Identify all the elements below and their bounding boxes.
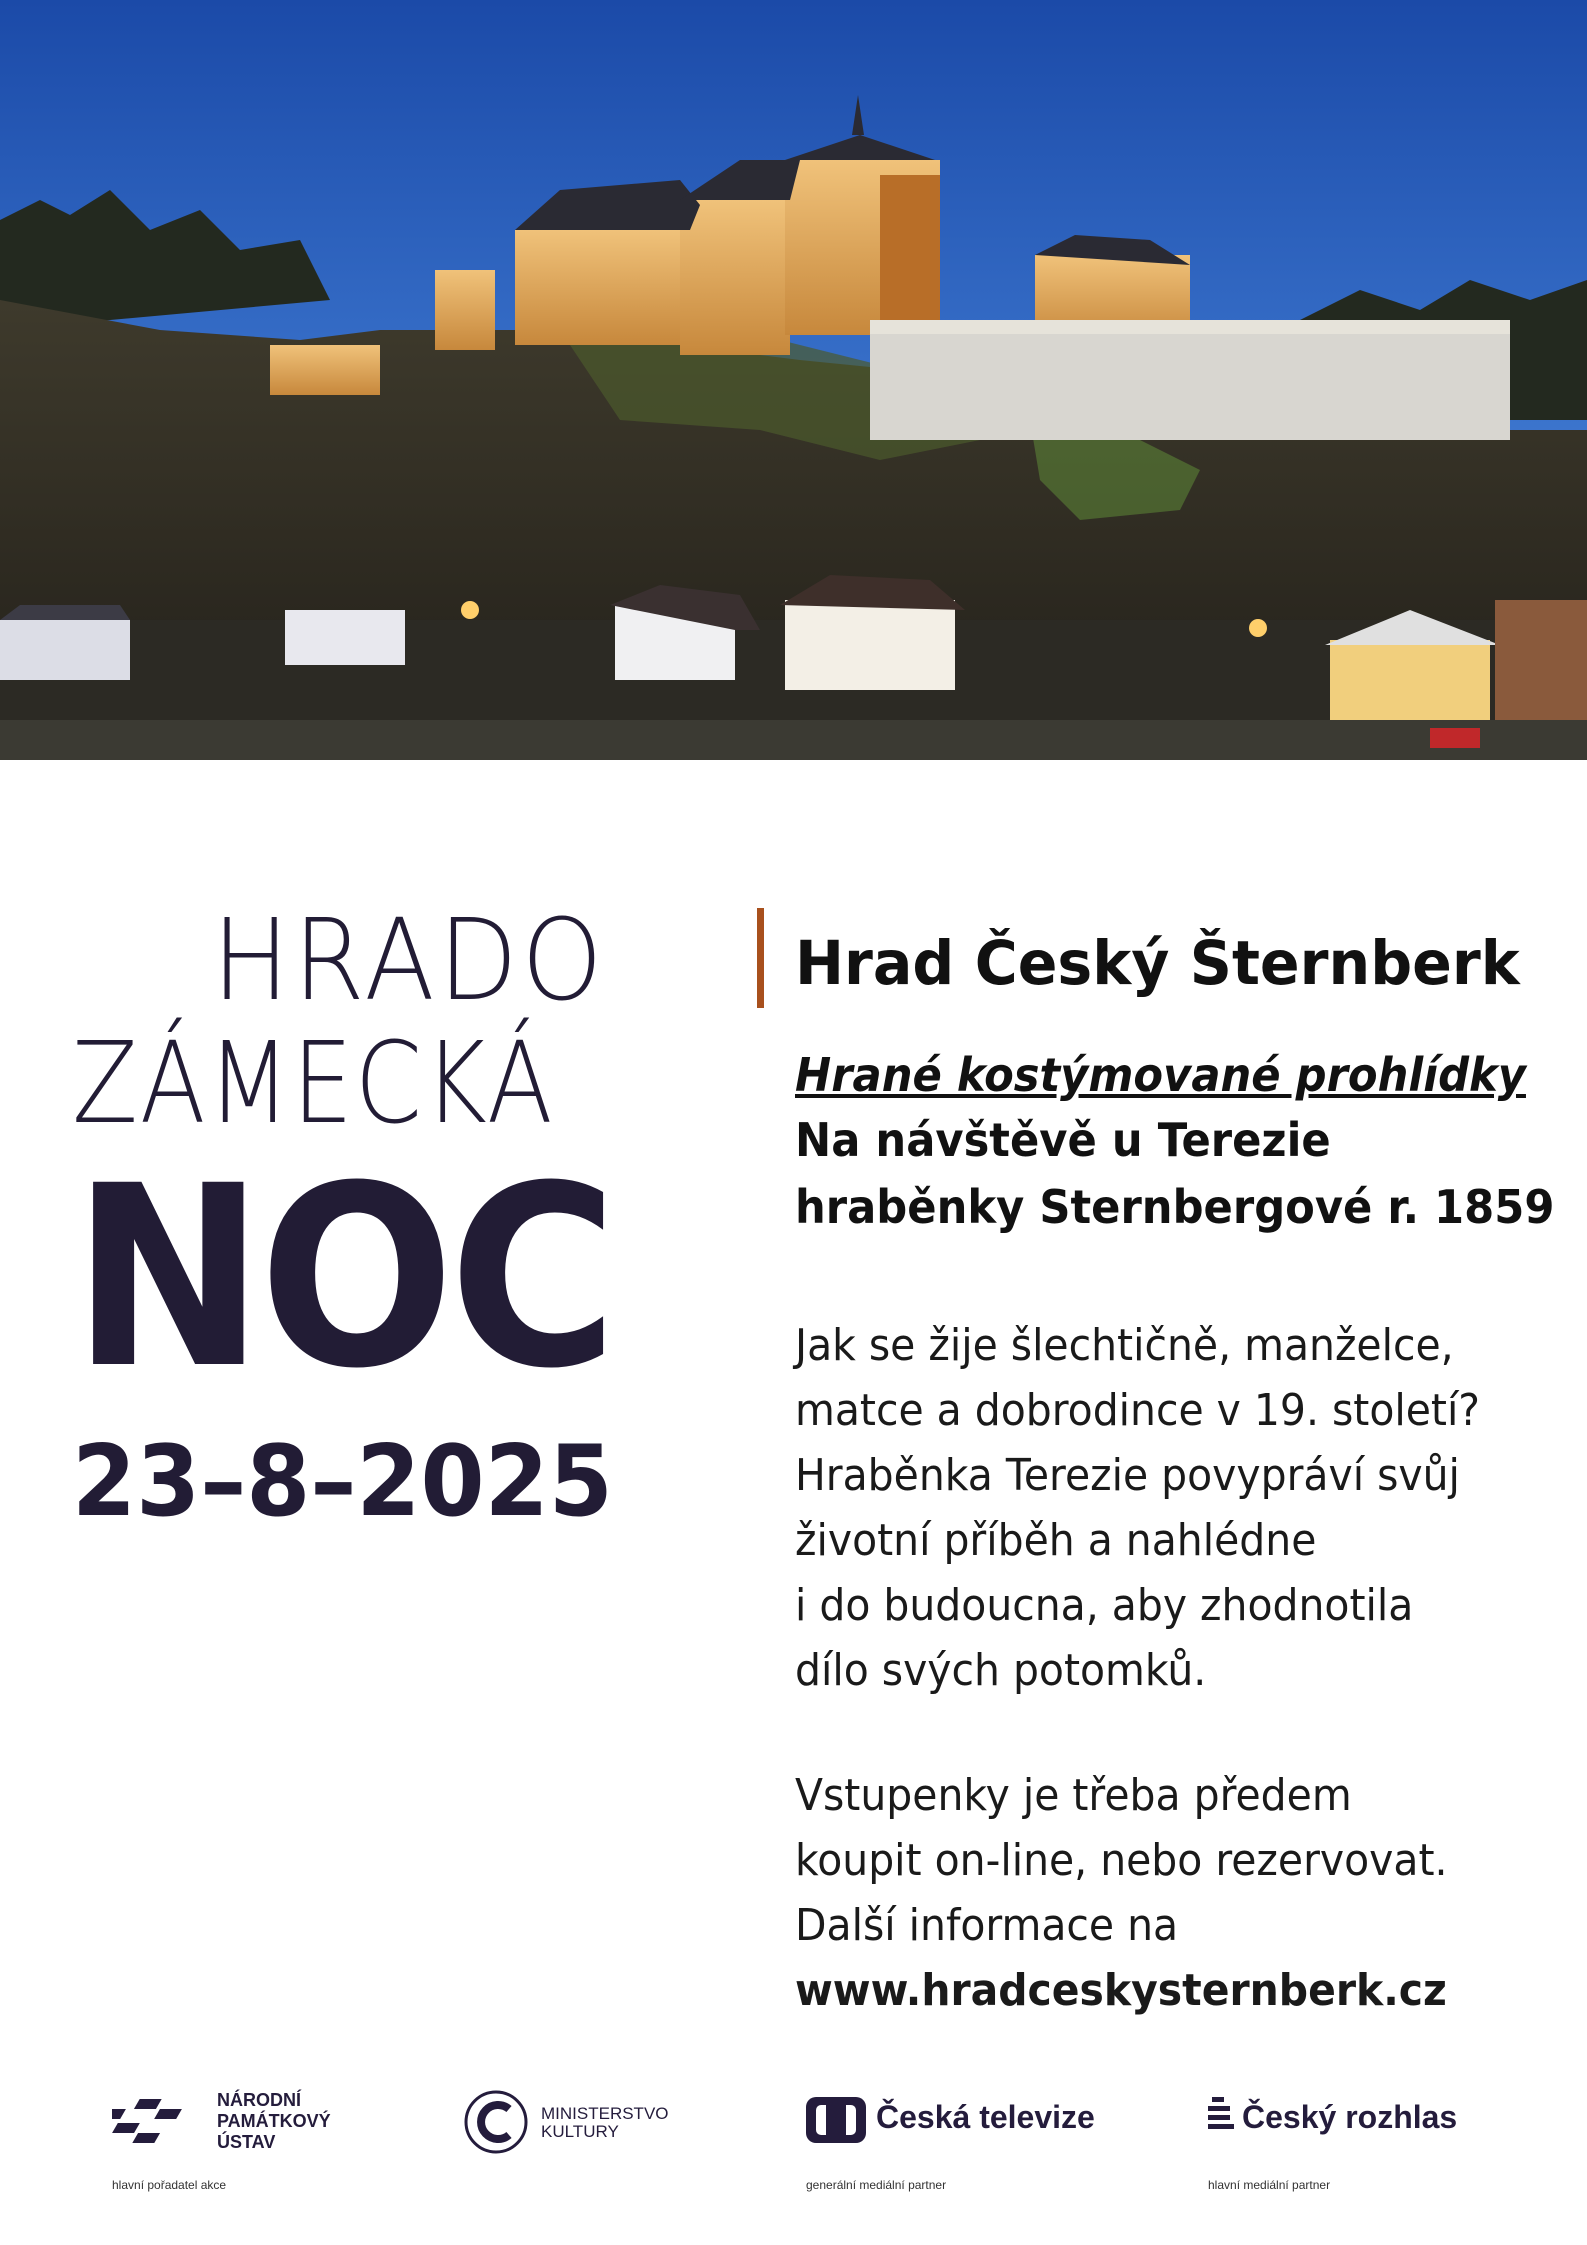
- ministerstvo-name-line: KULTURY: [541, 2122, 619, 2141]
- npu-name-line: ÚSTAV: [217, 2132, 276, 2152]
- tickets-line: koupit on-line, nebo rezervovat.: [795, 1835, 1448, 1886]
- ceska-televize-caption: generální mediální partner: [806, 2178, 947, 2192]
- npu-caption: hlavní pořadatel akce: [112, 2178, 227, 2192]
- accent-bar: [757, 908, 764, 1008]
- castle-illustration: [0, 0, 1587, 760]
- description: [795, 1313, 1480, 1703]
- logo-line-hrado: HRADO: [212, 896, 607, 1026]
- tour-heading-line: Na návštěvě u Terezie: [795, 1113, 1331, 1167]
- description-line: Hraběnka Terezie povypráví svůj: [795, 1450, 1460, 1501]
- npu-name: [217, 2090, 331, 2153]
- cesky-rozhlas-caption: hlavní mediální partner: [1208, 2178, 1331, 2192]
- castle-title: Hrad Český Šternberk: [795, 928, 1520, 999]
- logo-line-zamecka: ZÁMECKÁ: [72, 1019, 555, 1149]
- ceska-televize-logo-icon: [806, 2097, 866, 2143]
- cesky-rozhlas-logo-icon: [1208, 2097, 1234, 2133]
- npu-name-line: PAMÁTKOVÝ: [217, 2111, 331, 2131]
- npu-logo-icon: [112, 2095, 200, 2155]
- ministerstvo-logo-icon: [463, 2089, 529, 2155]
- description-line: životní příběh a nahlédne: [795, 1515, 1317, 1566]
- ministerstvo-name-line: MINISTERSTVO: [541, 2104, 669, 2123]
- npu-name-line: NÁRODNÍ: [217, 2090, 301, 2110]
- partner-ministerstvo: [463, 2085, 703, 2195]
- cesky-rozhlas-name: Český rozhlas: [1242, 2099, 1458, 2135]
- ministerstvo-name: [541, 2105, 669, 2141]
- hero-photo: [0, 0, 1587, 760]
- tickets-line: Další informace na: [795, 1900, 1179, 1951]
- description-line: dílo svých potomků.: [795, 1645, 1207, 1696]
- description-line: i do budoucna, aby zhodnotila: [795, 1580, 1414, 1631]
- tour-heading-line: hraběnky Sternbergové r. 1859: [795, 1180, 1555, 1234]
- partner-ceska-televize: [806, 2085, 1126, 2195]
- partner-npu: [112, 2085, 372, 2195]
- description-line: Jak se žije šlechtičně, manželce,: [795, 1320, 1454, 1371]
- ceska-televize-name: Česká televize: [876, 2099, 1095, 2135]
- tickets-line: Vstupenky je třeba předem: [795, 1770, 1352, 1821]
- website-link[interactable]: www.hradceskysternberk.cz: [795, 1965, 1447, 2016]
- event-info: [757, 908, 1557, 2016]
- tour-subtitle: Hrané kostýmované prohlídky: [795, 1048, 1526, 1102]
- logo-line-noc: NOC: [72, 1132, 613, 1423]
- tickets-info: [795, 1763, 1448, 2023]
- description-line: matce a dobrodince v 19. století?: [795, 1385, 1481, 1436]
- partner-cesky-rozhlas: [1208, 2085, 1508, 2195]
- event-date: 23–8–2025: [72, 1425, 613, 1539]
